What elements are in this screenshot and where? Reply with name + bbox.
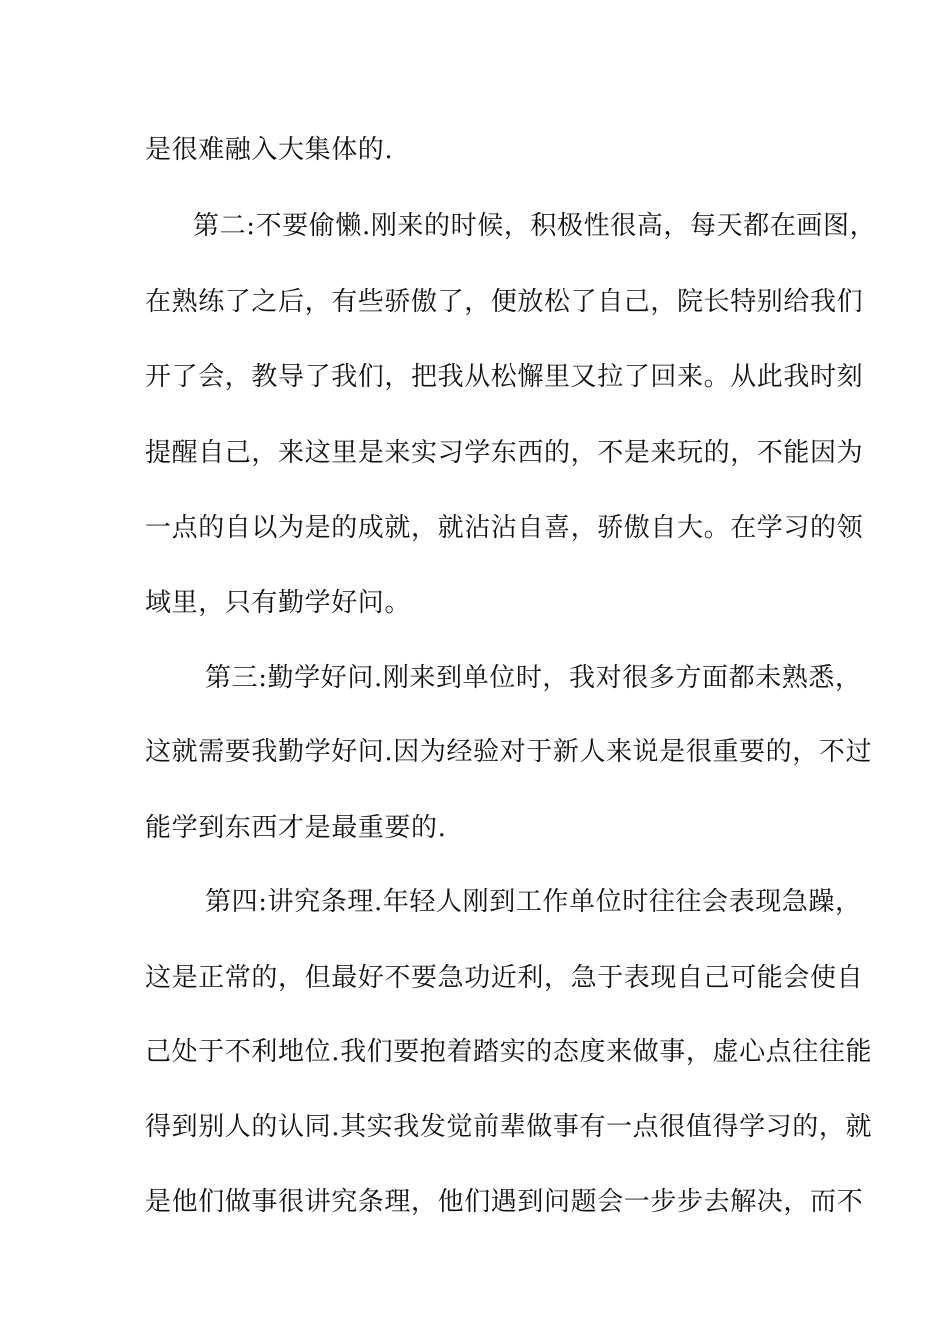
text-line-5: 提醒自己，来这里是来实习学东西的，不是来玩的，不能因为 bbox=[145, 438, 864, 468]
text-line-7: 域里，只有勤学好问。 bbox=[145, 588, 412, 618]
text-line-1: 是很难融入大集体的. bbox=[145, 135, 394, 165]
text-line-3: 在熟练了之后，有些骄傲了，便放松了自己，院长特别给我们 bbox=[145, 287, 864, 317]
text-line-11: 第四:讲究条理.年轻人刚到工作单位时往往会表现急躁， bbox=[205, 887, 862, 917]
text-line-12: 这是正常的，但最好不要急功近利，急于表现自己可能会使自 bbox=[145, 963, 864, 993]
text-line-8: 第三:勤学好问.刚来到单位时，我对很多方面都未熟悉， bbox=[205, 663, 862, 693]
text-line-6: 一点的自以为是的成就，就沾沾自喜，骄傲自大。在学习的领 bbox=[145, 513, 864, 543]
text-line-13: 己处于不利地位.我们要抱着踏实的态度来做事，虚心点往往能 bbox=[145, 1037, 873, 1067]
text-line-15: 是他们做事很讲究条理，他们遇到问题会一步步去解决，而不 bbox=[145, 1187, 864, 1217]
text-line-9: 这就需要我勤学好问.因为经验对于新人来说是很重要的，不过 bbox=[145, 737, 873, 767]
text-line-2: 第二:不要偷懒.刚来的时候，积极性很高，每天都在画图， bbox=[193, 211, 877, 241]
text-line-4: 开了会，教导了我们，把我从松懈里又拉了回来。从此我时刻 bbox=[145, 362, 864, 392]
text-line-14: 得到别人的认同.其实我发觉前辈做事有一点很值得学习的，就 bbox=[145, 1112, 873, 1142]
text-line-10: 能学到东西才是最重要的. bbox=[145, 813, 447, 843]
